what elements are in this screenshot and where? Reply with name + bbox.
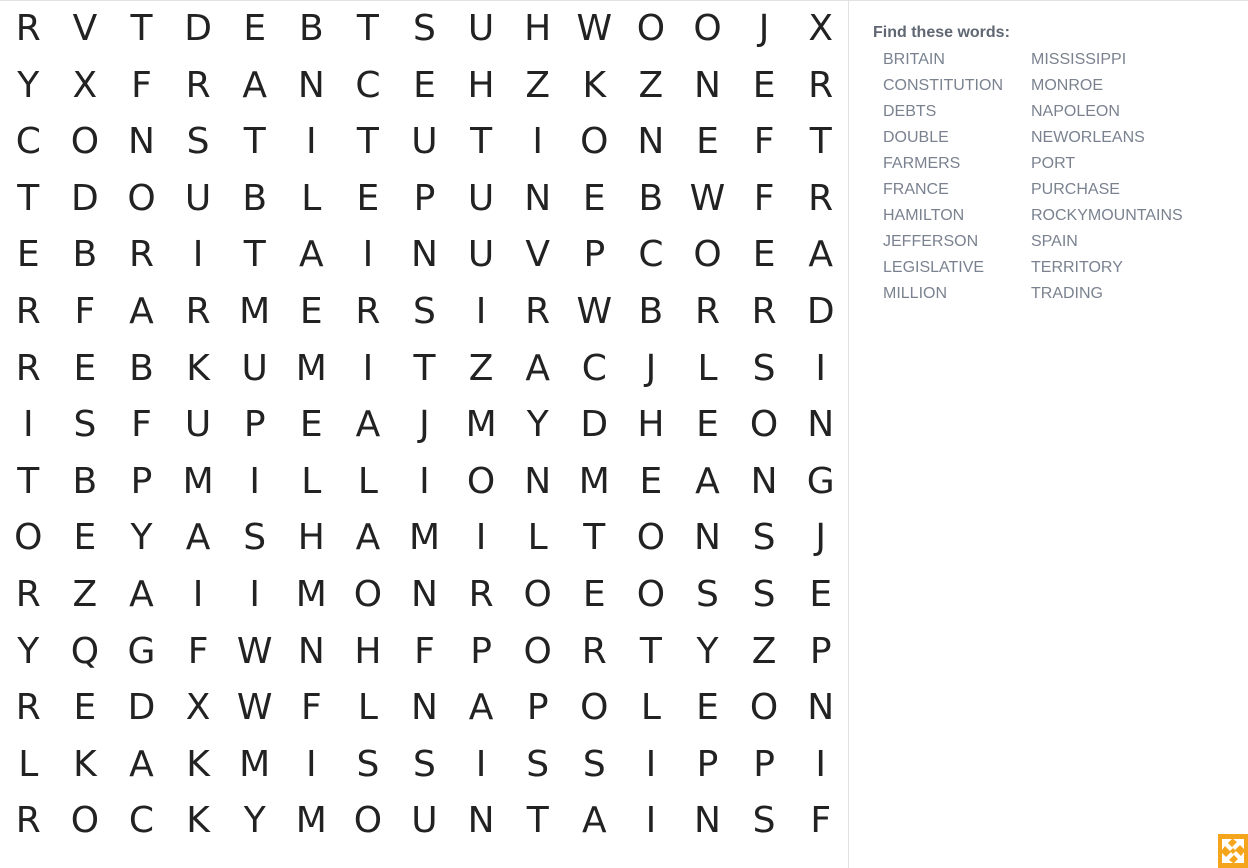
grid-cell[interactable]: D — [127, 687, 156, 729]
grid-cell[interactable]: Q — [70, 630, 100, 672]
grid-cell[interactable]: I — [475, 743, 487, 785]
grid-cell[interactable]: S — [356, 743, 380, 785]
grid-cell[interactable]: X — [185, 687, 211, 729]
word-list-item: CONSTITUTION — [883, 77, 1003, 94]
grid-cell[interactable]: G — [127, 630, 156, 672]
grid-cell[interactable]: A — [808, 234, 833, 276]
grid-cell[interactable]: R — [468, 574, 494, 615]
grid-cell[interactable]: S — [752, 517, 776, 559]
grid-cell[interactable]: T — [17, 460, 40, 502]
word-list-title: Find these words: — [873, 24, 1010, 41]
grid-row — [0, 680, 849, 737]
grid-cell[interactable]: R — [185, 291, 211, 332]
grid-cell[interactable]: S — [582, 743, 606, 785]
grid-cell[interactable]: L — [697, 347, 718, 389]
grid-cell[interactable]: U — [184, 404, 212, 446]
grid-cell[interactable]: T — [639, 630, 662, 672]
word-list-item: LEGISLATIVE — [883, 259, 985, 276]
word-list-item: PORT — [1031, 155, 1076, 172]
grid-cell[interactable]: F — [753, 177, 775, 219]
grid-cell[interactable]: C — [15, 121, 41, 163]
grid-cell[interactable]: R — [15, 291, 41, 332]
word-list-panel — [849, 0, 1248, 868]
word-list-item: TERRITORY — [1031, 259, 1123, 276]
grid-cell[interactable]: O — [749, 404, 779, 446]
grid-cell[interactable]: F — [131, 404, 152, 446]
grid-cell[interactable]: I — [645, 800, 657, 842]
word-list-column-1 — [883, 50, 1003, 310]
grid-cell[interactable]: T — [356, 8, 379, 49]
grid-cell[interactable]: D — [580, 404, 609, 446]
grid-cell[interactable]: L — [640, 687, 661, 729]
grid-row — [0, 793, 849, 850]
grid-cell[interactable]: T — [809, 121, 832, 163]
grid-cell[interactable]: M — [465, 404, 497, 446]
grid-row — [0, 567, 849, 624]
word-list-item: HAMILTON — [883, 207, 965, 224]
grid-cell[interactable]: K — [186, 743, 210, 785]
grid-cell[interactable]: Z — [72, 574, 98, 615]
grid-cell[interactable]: O — [353, 574, 383, 615]
grid-cell[interactable]: O — [580, 121, 609, 163]
word-list-item: MISSISSIPPI — [1031, 51, 1127, 68]
grid-cell[interactable]: I — [192, 574, 204, 615]
grid-cell[interactable]: O — [466, 460, 496, 502]
grid-cell[interactable]: T — [583, 517, 606, 559]
letter-grid[interactable] — [0, 1, 849, 851]
grid-cell[interactable]: E — [696, 404, 719, 446]
grid-cell[interactable]: O — [693, 234, 722, 276]
grid-cell[interactable]: B — [638, 177, 664, 219]
grid-cell[interactable]: O — [523, 630, 552, 672]
grid-cell[interactable]: U — [467, 177, 495, 219]
grid-cell[interactable]: M — [295, 347, 327, 389]
grid-cell[interactable]: B — [638, 291, 664, 332]
grid-cell[interactable]: M — [239, 743, 271, 785]
word-list-item: DEBTS — [883, 103, 937, 120]
grid-cell[interactable]: P — [526, 687, 549, 729]
grid-cell[interactable]: W — [576, 8, 613, 49]
grid-cell[interactable]: B — [242, 177, 268, 219]
grid-cell[interactable]: D — [184, 8, 212, 49]
grid-cell[interactable]: I — [362, 347, 374, 389]
grid-cell[interactable]: R — [15, 574, 41, 615]
grid-cell[interactable]: R — [185, 64, 211, 106]
grid-cell[interactable]: E — [356, 177, 380, 219]
grid-cell[interactable]: E — [413, 64, 436, 106]
grid-cell[interactable]: E — [696, 687, 719, 729]
grid-cell[interactable]: X — [808, 8, 834, 49]
grid-cell[interactable]: B — [298, 8, 324, 49]
grid-cell[interactable]: E — [639, 460, 663, 502]
grid-row — [0, 284, 849, 341]
grid-row — [0, 341, 849, 398]
grid-cell[interactable]: F — [300, 687, 322, 729]
grid-cell[interactable]: O — [693, 8, 722, 49]
grid-cell[interactable]: K — [186, 800, 210, 842]
grid-cell[interactable]: N — [411, 234, 438, 276]
grid-cell[interactable]: F — [131, 64, 152, 106]
grid-cell[interactable]: B — [72, 234, 98, 276]
grid-cell[interactable]: M — [295, 574, 327, 615]
grid-cell[interactable]: N — [297, 630, 325, 672]
grid-cell[interactable]: I — [475, 291, 487, 332]
grid-cell[interactable]: E — [582, 574, 606, 615]
grid-cell[interactable]: O — [127, 177, 156, 219]
grid-cell[interactable]: L — [357, 460, 378, 502]
grid-cell[interactable]: A — [129, 743, 154, 785]
grid-cell[interactable]: L — [527, 517, 548, 559]
word-list-item: FRANCE — [883, 181, 949, 198]
grid-cell[interactable]: S — [526, 743, 550, 785]
grid-cell[interactable]: P — [809, 630, 832, 672]
grid-cell[interactable]: S — [696, 574, 719, 615]
grid-cell[interactable]: O — [353, 800, 383, 842]
grid-cell[interactable]: I — [22, 404, 34, 446]
grid-cell[interactable]: Y — [696, 630, 719, 672]
grid-cell[interactable]: F — [74, 291, 96, 332]
word-list-column-2 — [1031, 50, 1183, 310]
grid-cell[interactable]: X — [72, 64, 98, 106]
grid-cell[interactable]: P — [696, 743, 719, 785]
grid-cell[interactable]: N — [524, 460, 552, 502]
grid-row — [0, 1, 849, 58]
grid-row — [0, 58, 849, 115]
grid-cell[interactable]: N — [467, 800, 495, 842]
grid-cell[interactable]: U — [241, 347, 268, 389]
grid-cell[interactable]: I — [249, 460, 260, 502]
grid-cell[interactable]: N — [411, 574, 438, 615]
grid-cell[interactable]: R — [355, 291, 381, 332]
grid-cell[interactable]: E — [299, 404, 323, 446]
grid-cell[interactable]: Y — [526, 404, 549, 446]
grid-cell[interactable]: E — [809, 574, 833, 615]
expand-arrows-icon — [1218, 834, 1248, 868]
grid-cell[interactable]: H — [637, 404, 665, 446]
grid-cell[interactable]: P — [583, 234, 606, 276]
grid-cell[interactable]: O — [523, 574, 552, 615]
grid-cell[interactable]: E — [16, 234, 40, 276]
word-list-item: ROCKYMOUNTAINS — [1031, 207, 1183, 224]
grid-cell[interactable]: P — [130, 460, 153, 502]
grid-cell[interactable]: H — [524, 8, 552, 49]
grid-cell[interactable]: T — [17, 177, 40, 219]
grid-cell[interactable]: C — [581, 347, 607, 389]
grid-cell[interactable]: O — [580, 687, 609, 729]
grid-cell[interactable]: U — [411, 800, 438, 842]
grid-cell[interactable]: E — [73, 347, 97, 389]
grid-cell[interactable]: R — [128, 234, 154, 276]
grid-row — [0, 510, 849, 567]
grid-cell[interactable]: O — [14, 517, 43, 559]
grid-cell[interactable]: T — [526, 800, 549, 842]
grid-cell[interactable]: L — [301, 177, 322, 219]
grid-cell[interactable]: V — [72, 8, 98, 49]
grid-cell[interactable]: F — [414, 630, 435, 672]
grid-cell[interactable]: Z — [638, 64, 664, 106]
grid-cell[interactable]: I — [192, 234, 204, 276]
grid-cell[interactable]: A — [581, 800, 607, 842]
grid-cell[interactable]: Y — [243, 800, 266, 842]
grid-cell[interactable]: R — [15, 687, 41, 729]
grid-row — [0, 624, 849, 681]
grid-cell[interactable]: B — [72, 460, 98, 502]
grid-cell[interactable]: H — [354, 630, 382, 672]
grid-cell[interactable]: S — [752, 574, 776, 615]
grid-cell[interactable]: U — [411, 121, 438, 163]
grid-cell[interactable]: I — [305, 121, 317, 163]
grid-cell[interactable]: A — [185, 517, 211, 559]
grid-cell[interactable]: T — [413, 347, 436, 389]
grid-row — [0, 114, 849, 171]
grid-cell[interactable]: M — [182, 460, 214, 502]
grid-cell[interactable]: T — [130, 8, 153, 49]
grid-cell[interactable]: Z — [468, 347, 494, 389]
grid-cell[interactable]: V — [525, 234, 550, 276]
grid-cell[interactable]: L — [18, 743, 39, 785]
grid-cell[interactable]: N — [297, 64, 325, 106]
word-list-item: SPAIN — [1031, 233, 1078, 250]
grid-cell[interactable]: M — [295, 800, 327, 842]
grid-cell[interactable]: C — [128, 800, 155, 842]
grid-cell[interactable]: S — [752, 347, 776, 389]
grid-cell[interactable]: S — [186, 121, 210, 163]
grid-cell[interactable]: A — [129, 574, 154, 615]
grid-cell[interactable]: Z — [751, 630, 777, 672]
grid-cell[interactable]: N — [524, 177, 552, 219]
grid-cell[interactable]: Y — [17, 64, 40, 106]
grid-cell[interactable]: T — [243, 234, 266, 276]
grid-cell[interactable]: L — [357, 687, 378, 729]
grid-cell[interactable]: E — [299, 291, 323, 332]
grid-cell[interactable]: H — [467, 64, 495, 106]
grid-row — [0, 171, 849, 228]
grid-cell[interactable]: W — [236, 687, 273, 729]
grid-cell[interactable]: E — [696, 121, 719, 163]
grid-cell[interactable]: E — [73, 687, 97, 729]
fullscreen-button[interactable] — [1218, 834, 1248, 868]
grid-cell[interactable]: I — [532, 121, 543, 163]
grid-cell[interactable]: S — [413, 291, 436, 332]
grid-cell[interactable]: L — [301, 460, 322, 502]
grid-cell[interactable]: H — [297, 517, 325, 559]
grid-cell[interactable]: I — [305, 743, 317, 785]
grid-cell[interactable]: R — [694, 291, 720, 332]
grid-cell[interactable]: T — [356, 121, 379, 163]
word-list-item: JEFFERSON — [883, 233, 979, 250]
grid-cell[interactable]: A — [129, 291, 154, 332]
grid-cell[interactable]: R — [15, 800, 41, 842]
grid-cell[interactable]: E — [582, 177, 606, 219]
grid-cell[interactable]: E — [73, 517, 97, 559]
grid-cell[interactable]: M — [578, 460, 610, 502]
grid-cell[interactable]: O — [70, 121, 100, 163]
grid-cell[interactable]: C — [355, 64, 381, 106]
grid-row — [0, 397, 849, 454]
grid-cell[interactable]: A — [468, 687, 494, 729]
word-list-item: FARMERS — [883, 155, 961, 172]
grid-cell[interactable]: S — [73, 404, 97, 446]
grid-cell[interactable]: N — [807, 687, 835, 729]
grid-cell[interactable]: E — [243, 8, 267, 49]
grid-cell[interactable]: W — [236, 630, 273, 672]
grid-row — [0, 227, 849, 284]
grid-cell[interactable]: F — [810, 800, 832, 842]
grid-cell[interactable]: M — [408, 517, 441, 559]
grid-cell[interactable]: Y — [17, 630, 40, 672]
grid-cell[interactable]: U — [467, 8, 495, 49]
grid-cell[interactable]: D — [806, 291, 835, 332]
grid-cell[interactable]: A — [695, 460, 720, 502]
grid-cell[interactable]: I — [815, 347, 826, 389]
grid-cell[interactable]: W — [576, 291, 613, 332]
grid-cell[interactable]: R — [808, 177, 834, 219]
grid-cell[interactable]: B — [129, 347, 154, 389]
grid-cell[interactable]: A — [525, 347, 550, 389]
grid-cell[interactable]: R — [15, 8, 41, 49]
grid-cell[interactable]: N — [637, 121, 665, 163]
grid-cell[interactable]: P — [413, 177, 436, 219]
grid-cell[interactable]: P — [470, 630, 492, 672]
grid-cell[interactable]: R — [751, 291, 777, 332]
grid-row — [0, 454, 849, 511]
grid-cell[interactable]: M — [239, 291, 271, 332]
grid-cell[interactable]: K — [73, 743, 97, 785]
grid-cell[interactable]: N — [807, 404, 835, 446]
grid-cell[interactable]: J — [645, 347, 657, 389]
word-list-item: BRITAIN — [883, 51, 945, 68]
grid-cell[interactable]: R — [808, 64, 834, 106]
grid-cell[interactable]: W — [689, 177, 726, 219]
word-list-item: MONROE — [1031, 77, 1103, 94]
grid-cell[interactable]: A — [355, 517, 381, 559]
grid-cell[interactable]: U — [467, 234, 495, 276]
word-list-item: NEWORLEANS — [1031, 129, 1145, 146]
grid-cell[interactable]: I — [419, 460, 430, 502]
word-list-item: DOUBLE — [883, 129, 949, 146]
grid-cell[interactable]: O — [70, 800, 100, 842]
grid-cell[interactable]: N — [694, 64, 721, 106]
grid-cell[interactable]: R — [15, 347, 41, 389]
grid-cell[interactable]: T — [470, 121, 493, 163]
grid-cell[interactable]: K — [186, 347, 210, 389]
grid-cell[interactable]: S — [243, 517, 267, 559]
grid-cell[interactable]: K — [582, 64, 607, 106]
grid-cell[interactable]: J — [758, 8, 770, 49]
grid-cell[interactable]: S — [752, 800, 776, 842]
grid-cell[interactable]: N — [128, 121, 155, 163]
grid-cell[interactable]: O — [636, 8, 666, 49]
grid-cell[interactable]: N — [411, 687, 438, 729]
grid-cell[interactable]: P — [243, 404, 266, 446]
grid-cell[interactable]: S — [413, 8, 436, 49]
grid-cell[interactable]: F — [753, 121, 775, 163]
grid-cell[interactable]: I — [815, 743, 826, 785]
grid-cell[interactable]: E — [752, 234, 776, 276]
grid-cell[interactable]: I — [645, 743, 657, 785]
grid-cell[interactable]: I — [362, 234, 374, 276]
grid-cell[interactable]: Z — [525, 64, 551, 106]
grid-cell[interactable]: I — [475, 517, 487, 559]
grid-cell[interactable]: G — [806, 460, 835, 502]
grid-cell[interactable]: F — [187, 630, 209, 672]
word-list-item: MILLION — [883, 285, 948, 302]
grid-cell[interactable]: U — [184, 177, 212, 219]
grid-cell[interactable]: C — [638, 234, 664, 276]
grid-cell[interactable]: S — [413, 743, 436, 785]
grid-cell[interactable]: J — [419, 404, 430, 446]
grid-cell[interactable]: T — [243, 121, 266, 163]
word-list-item: TRADING — [1031, 285, 1103, 302]
grid-cell[interactable]: I — [249, 574, 260, 615]
grid-row — [0, 737, 849, 794]
grid-cell[interactable]: N — [694, 517, 721, 559]
grid-cell[interactable]: R — [581, 630, 607, 672]
grid-cell[interactable]: D — [71, 177, 99, 219]
grid-cell[interactable]: A — [355, 404, 381, 446]
word-list-item: PURCHASE — [1031, 181, 1120, 198]
word-list-item: NAPOLEON — [1031, 103, 1120, 120]
grid-cell[interactable]: O — [749, 687, 779, 729]
grid-cell[interactable]: A — [298, 234, 324, 276]
grid-cell[interactable]: N — [694, 800, 721, 842]
grid-cell[interactable]: Y — [130, 517, 153, 559]
grid-cell[interactable]: E — [752, 64, 776, 106]
grid-cell[interactable]: J — [815, 517, 826, 559]
grid-cell[interactable]: R — [525, 291, 551, 332]
grid-cell[interactable]: P — [753, 743, 775, 785]
grid-cell[interactable]: N — [750, 460, 778, 502]
grid-cell[interactable]: O — [636, 574, 666, 615]
grid-cell[interactable]: O — [636, 517, 666, 559]
grid-cell[interactable]: A — [242, 64, 267, 106]
